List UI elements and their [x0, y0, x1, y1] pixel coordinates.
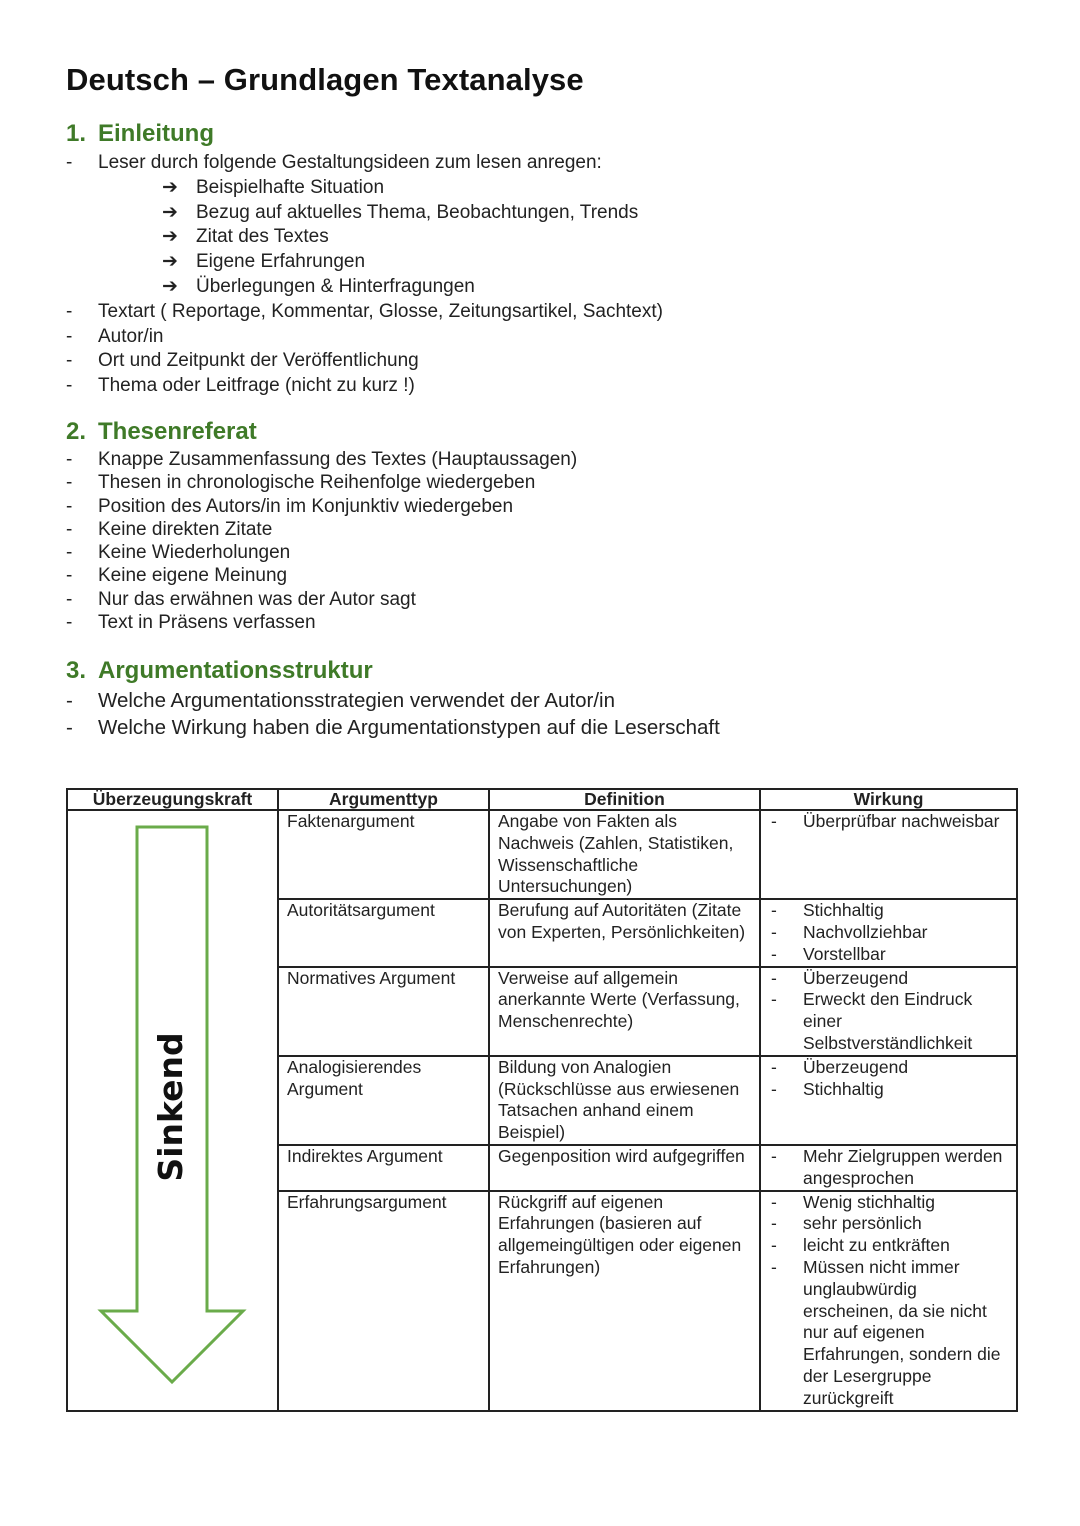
- effect-item: - Erweckt den Eindruck einer Selbstverständlichkeit: [769, 989, 1008, 1054]
- column-header: Argumenttyp: [278, 789, 489, 810]
- effect-item: - Überprüfbar nachweisbar: [769, 811, 1008, 833]
- effect-item: - sehr persönlich: [769, 1213, 1008, 1235]
- section-number: 2.: [66, 418, 87, 445]
- section-title: Einleitung: [98, 120, 214, 147]
- effect-cell: [760, 1145, 1017, 1191]
- definition-cell: Verweise auf allgemein anerkannte Werte (Verfassung, Menschenrechte): [489, 967, 760, 1056]
- section-heading-argumentationsstruktur: [66, 657, 373, 685]
- argument-type-cell: Faktenargument: [278, 810, 489, 899]
- column-header: Überzeugungskraft: [67, 789, 278, 810]
- effect-item: - leicht zu entkräften: [769, 1235, 1008, 1257]
- section-title: Thesenreferat: [98, 418, 257, 445]
- definition-cell: Gegenposition wird aufgegriffen: [489, 1145, 760, 1191]
- force-label: Sinkend: [151, 1032, 190, 1182]
- argument-type-cell: Autoritätsargument: [278, 899, 489, 966]
- effect-cell: [760, 1191, 1017, 1411]
- argument-type-cell: Indirektes Argument: [278, 1145, 489, 1191]
- table-row: [67, 810, 1017, 899]
- definition-cell: Bildung von Analogien (Rückschlüsse aus erwiesenen Tatsachen anhand einem Beispiel): [489, 1056, 760, 1145]
- argument-type-cell: Analogisierendes Argument: [278, 1056, 489, 1145]
- definition-cell: Rückgriff auf eigenen Erfahrungen (basieren auf allgemeingültigen oder eigenen Erfahrungen): [489, 1191, 760, 1411]
- column-header: Definition: [489, 789, 760, 810]
- definition-cell: Berufung auf Autoritäten (Zitate von Experten, Persönlichkeiten): [489, 899, 760, 966]
- arrow-right-icon: ➔: [162, 275, 178, 297]
- page-title: Deutsch – Grundlagen Textanalyse: [66, 62, 584, 97]
- effect-item: - Überzeugend: [769, 1057, 1008, 1079]
- definition-cell: Angabe von Fakten als Nachweis (Zahlen, Statistiken, Wissenschaftliche Untersuchungen): [489, 810, 760, 899]
- effect-cell: [760, 1056, 1017, 1145]
- effect-cell: [760, 810, 1017, 899]
- effect-cell: [760, 967, 1017, 1056]
- effect-item: - Überzeugend: [769, 968, 1008, 990]
- table-header-row: [67, 789, 1017, 810]
- arrow-right-icon: ➔: [162, 226, 178, 248]
- effect-item: - Nachvollziehbar: [769, 922, 1008, 944]
- effect-cell: [760, 899, 1017, 966]
- arrow-down-icon: [68, 811, 277, 1407]
- force-column: [67, 810, 278, 1411]
- column-header: Wirkung: [760, 789, 1017, 810]
- effect-item: - Mehr Zielgruppen werden angesprochen: [769, 1146, 1008, 1190]
- section-number: 3.: [66, 657, 87, 684]
- effect-item: - Wenig stichhaltig: [769, 1192, 1008, 1214]
- effect-item: - Stichhaltig: [769, 1079, 1008, 1101]
- effect-item: - Vorstellbar: [769, 944, 1008, 966]
- argument-types-table: [66, 788, 1018, 1412]
- arrow-right-icon: ➔: [162, 201, 178, 223]
- effect-item: - Müssen nicht immer unglaubwürdig erscheinen, da sie nicht nur auf eigenen Erfahrungen, sondern die der Lesergruppe zurückgreift: [769, 1257, 1008, 1410]
- arrow-right-icon: ➔: [162, 251, 178, 273]
- section-heading-einleitung: [66, 120, 214, 148]
- section-number: 1.: [66, 120, 87, 147]
- section-title: Argumentationsstruktur: [98, 657, 373, 684]
- arrow-right-icon: ➔: [162, 176, 178, 198]
- effect-item: - Stichhaltig: [769, 900, 1008, 922]
- argument-type-cell: Normatives Argument: [278, 967, 489, 1056]
- section-heading-thesenreferat: [66, 418, 257, 446]
- argument-type-cell: Erfahrungsargument: [278, 1191, 489, 1411]
